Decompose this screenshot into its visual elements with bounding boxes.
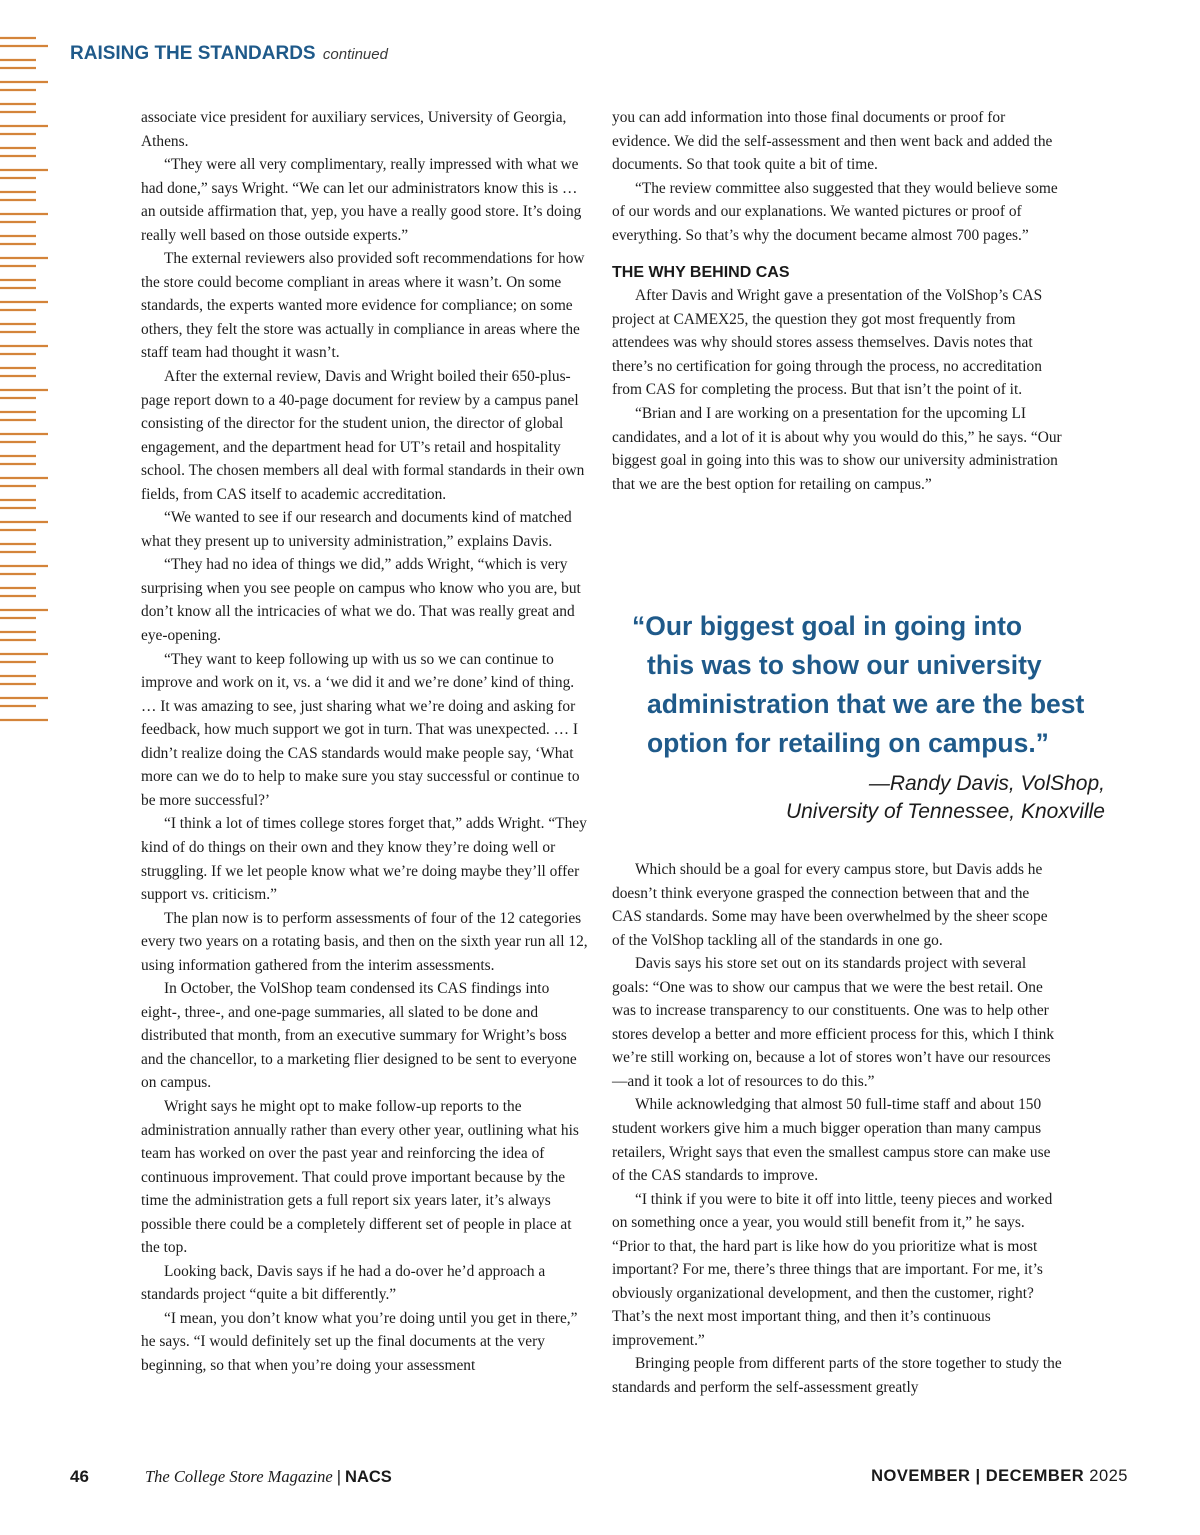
pull-quote-line: administration that we are the best [647, 689, 1085, 719]
magazine-title: The College Store Magazine [145, 1467, 333, 1486]
pull-quote [632, 607, 1112, 763]
paragraph: associate vice president for auxiliary services, University of Georgia, Athens. [141, 109, 567, 150]
paragraph: After the external review, Davis and Wright boiled their 650-plus-page report down to a 40-page document for review by a campus panel consisting of the director for the student union, the director of global engagement, and the department head for UT’s retail and hospitality school. The chosen members all deal with formal standards in their own fields, from CAS itself to academic accreditation. [141, 368, 585, 503]
paragraph: “I think a lot of times college stores forget that,” adds Wright. “They kind of do things on their own and they know they’re doing well or struggling. If we let people know what we’re doing maybe they’ll offer support vs. criticism.” [141, 815, 587, 904]
decorative-stripes [0, 36, 48, 726]
paragraph: “They were all very complimentary, really impressed with what we had done,” says Wright. “We can let our administrators know this is … an outside affirmation that, yep, you have a really good store. It’s doing really well based on those outside experts.” [141, 156, 582, 244]
paragraph: The plan now is to perform assessments of four of the 12 categories every two years on a rotating basis, and then on the sixth year run all 12, using information gathered from the interim assessments. [141, 909, 588, 974]
magazine-name [145, 1467, 392, 1487]
paragraph: “The review committee also suggested that they would believe some of our words and our explanations. We wanted pictures or proof of everything. So that’s why the document became almost 700 pages.” [612, 179, 1058, 244]
paragraph: “I think if you were to bite it off into little, teeny pieces and worked on something once a year, you would still benefit from it,” he says. “Prior to that, the hard part is like how do you prioritize what is most important? For me, there’s three things that are important. For me, it’s obviously organizational development, and then the customer, right? That’s the next most important thing, and then it’s continuous improvement.” [612, 1190, 1053, 1349]
pull-quote-line: this was to show our university [647, 650, 1042, 680]
right-column-bottom [612, 858, 1062, 1400]
pull-quote-attribution-affiliation: University of Tennessee, Knoxville [785, 800, 1105, 823]
paragraph: Which should be a goal for every campus store, but Davis adds he doesn’t think everyone grasped the connection between that and the CAS standards. Some may have been overwhelmed by the sheer scope of the VolShop tackling all of the standards in one go. [612, 861, 1048, 949]
paragraph: After Davis and Wright gave a presentation of the VolShop’s CAS project at CAMEX25, the question they got most frequently from attendees was why should stores assess themselves. Davis notes that there’s no certification for going through the process, no accreditation from CAS for completing the process. But that isn’t the point of it. [612, 287, 1043, 399]
paragraph: “I mean, you don’t know what you’re doing until you get in there,” he says. “I would definitely set up the final documents at the very beginning, so that when you’re doing your assessment [141, 1309, 578, 1374]
footer-separator: | [336, 1468, 342, 1486]
pull-quote-attribution: —Randy Davis, VolShop, [868, 772, 1105, 795]
issue-year: 2025 [1089, 1467, 1128, 1485]
paragraph: “They had no idea of things we did,” adds Wright, “which is very surprising when you see people on campus who know who you are, but don’t know all the intricacies of what we do. That was really great and eye-opening. [141, 556, 581, 645]
left-column [141, 106, 591, 1378]
org-name: NACS [345, 1468, 392, 1486]
paragraph: “They want to keep following up with us so we can continue to improve and work on it, vs. a ‘we did it and we’re done’ kind of thing. … It was amazing to see, just sharing what we’re doing and asking for feedback, how much support we got in turn. That was unexpected. … I didn’t realize doing the CAS standards would make people say, ‘What more can we do to help to make sure you stay successful or continue to be more successful?’ [141, 650, 580, 809]
paragraph: In October, the VolShop team condensed its CAS findings into eight-, three-, and one-page summaries, all slated to be done and distributed that month, from an executive summary for Wright’s boss and the chancellor, to a marketing flier designed to be sent to everyone on campus. [141, 980, 577, 1092]
pull-quote-line: option for retailing on campus.” [647, 728, 1049, 758]
paragraph: Wright says he might opt to make follow-up reports to the administration annually rather than every other year, outlining what his team has worked on over the past year and reinforcing the idea of continuous improvement. That could prove important because by the time the administration gets a full report six years later, it’s always possible there could be a completely different set of people in place at the top. [141, 1097, 579, 1257]
running-header [70, 43, 388, 65]
pull-quote-line: “Our biggest goal in going into [632, 611, 1023, 641]
right-column-top [612, 106, 1062, 496]
section-title: RAISING THE STANDARDS [70, 43, 316, 64]
paragraph: Looking back, Davis says if he had a do-over he’d approach a standards project “quite a bit differently.” [141, 1262, 546, 1304]
paragraph: “Brian and I are working on a presentation for the upcoming LI candidates, and a lot of it is about why you would do this,” he says. “Our biggest goal in going into this was to show our university administration that we are the best option for retailing on campus.” [612, 405, 1062, 493]
paragraph: Davis says his store set out on its standards project with several goals: “One was to show our campus that we were the best retail. One was to increase transparency to our constituents. One was to help other stores develop a better and more efficient process for this, which I think we’re still working on, because a lot of stores won’t have our resources—and it took a lot of resources to do this.” [612, 955, 1055, 1090]
issue-months: NOVEMBER | DECEMBER [871, 1467, 1085, 1485]
paragraph: Bringing people from different parts of the store together to study the standards and perform the self-assessment greatly [612, 1355, 1062, 1397]
paragraph: “We wanted to see if our research and documents kind of matched what they present up to university administration,” explains Davis. [141, 509, 572, 550]
section-heading: THE WHY BEHIND CAS [612, 264, 790, 282]
paragraph: While acknowledging that almost 50 full-time staff and about 150 student workers give him a much bigger operation than many campus retailers, Wright says that even the smallest campus store can make use of the CAS standards to improve. [612, 1096, 1051, 1185]
page-number: 46 [70, 1467, 89, 1486]
continued-label: continued [322, 46, 388, 63]
paragraph: The external reviewers also provided soft recommendations for how the store could become compliant in areas where it wasn’t. On some standards, the experts wanted more evidence for compliance; on some others, they felt the store was actually in compliance in areas where the staff team had thought it wasn’t. [141, 250, 585, 362]
issue-date [871, 1467, 1128, 1486]
paragraph: you can add information into those final documents or proof for evidence. We did the self-assessment and then went back and added the documents. So that took quite a bit of time. [612, 109, 1053, 174]
